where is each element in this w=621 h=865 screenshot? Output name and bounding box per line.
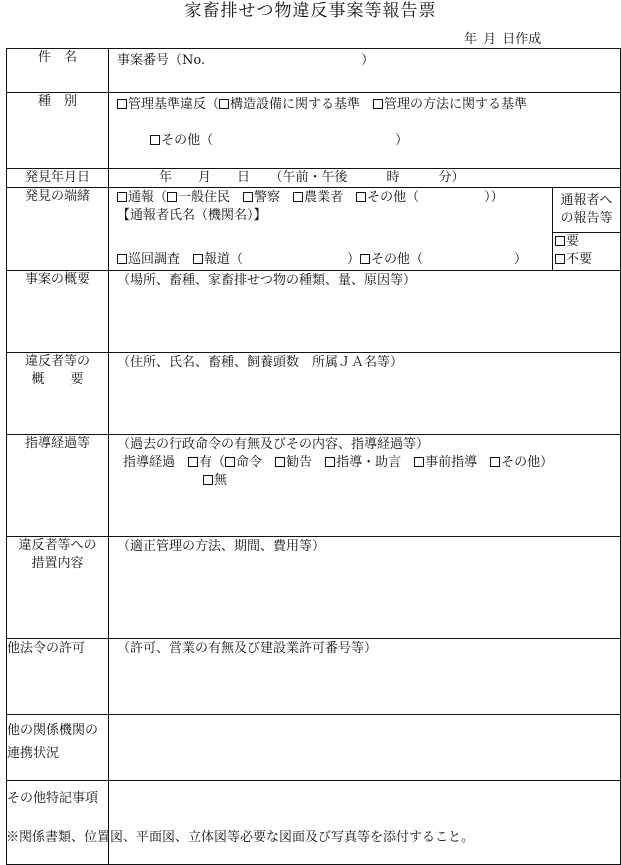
found-date-field[interactable] [109, 169, 621, 188]
checkbox-notify-not-required[interactable] [555, 254, 565, 264]
checkbox-press[interactable] [193, 254, 203, 264]
checkbox-guidance-other[interactable] [490, 457, 500, 467]
report-form-table [6, 48, 621, 865]
checkbox-patrol[interactable] [117, 254, 127, 264]
measures-field[interactable] [109, 537, 621, 639]
checkbox-management-standard[interactable] [117, 99, 127, 109]
measures-hint: （適正管理の方法、期間、費用等） [117, 539, 326, 554]
permits-hint: （許可、営業の有無及び建設業許可番号等） [117, 641, 378, 656]
violator-field[interactable] [109, 353, 621, 435]
row-measures [7, 537, 621, 639]
label-case: 件 名 [7, 49, 109, 93]
label-summary: 事案の概要 [7, 271, 109, 353]
row-found-date [7, 169, 621, 188]
form-title: 家畜排せつ物違反事案等報告票 [184, 1, 437, 21]
permits-field[interactable] [109, 639, 621, 715]
checkbox-guidance[interactable] [325, 457, 335, 467]
coordination-field[interactable] [109, 715, 621, 781]
found-date-value: 年 月 日 （午前・午後 時 分） [159, 170, 465, 185]
checkbox-police[interactable] [243, 192, 253, 202]
guidance-field: （過去の行政命令の有無及びその内容、指導経過等） 指導経過 有（ 命令 勧告 指導・助言 事前指導 その他） 無 [109, 435, 621, 537]
reporter-name: 【通報者氏名（機関名）】 [117, 208, 267, 223]
checkbox-prior-guidance[interactable] [414, 457, 424, 467]
summary-field[interactable] [109, 271, 621, 353]
checkbox-report[interactable] [117, 192, 127, 202]
case-number: 事案番号（No. ） [117, 53, 375, 68]
checkbox-farmer[interactable] [293, 192, 303, 202]
label-guidance: 指導経過等 [7, 435, 109, 537]
label-permits: 他法令の許可 [7, 639, 109, 715]
notify-subtable: 通報者への報告等 要 不要 [553, 188, 620, 270]
label-other-notes: その他特記事項 [7, 781, 109, 865]
row-case [7, 49, 621, 93]
label-measures: 違反者等への 措置内容 [7, 537, 109, 639]
notify-cell [553, 188, 621, 271]
label-found-date: 発見年月日 [7, 169, 109, 188]
summary-hint: （場所、畜種、家畜排せつ物の種類、量、原因等） [117, 273, 417, 288]
checkbox-order[interactable] [225, 457, 235, 467]
notify-label: 通報者への報告等 [553, 188, 620, 232]
guidance-hint: （過去の行政命令の有無及びその内容、指導経過等） [117, 437, 430, 452]
checkbox-resident[interactable] [167, 192, 177, 202]
label-type: 種 別 [7, 93, 109, 169]
row-type [7, 93, 621, 169]
checkbox-origin-other[interactable] [360, 254, 370, 264]
label-origin: 発見の端緒 [7, 188, 109, 271]
row-other-notes [7, 781, 621, 865]
label-violator: 違反者等の 概 要 [7, 353, 109, 435]
checkbox-guidance-yes[interactable] [188, 457, 198, 467]
row-guidance [7, 435, 621, 537]
checkbox-advice[interactable] [275, 457, 285, 467]
violator-hint: （住所、氏名、畜種、飼養頭数 所属ＪＡ名等） [117, 355, 404, 370]
label-coordination: 他の関係機関の連携状況 [7, 715, 109, 781]
case-number-field[interactable] [109, 49, 621, 93]
row-summary [7, 271, 621, 353]
checkbox-method-standard[interactable] [373, 99, 383, 109]
footnote: ※関係書類、位置図、平面図、立体図等必要な図面及び写真等を添付すること。 [6, 830, 475, 845]
checkbox-notify-required[interactable] [555, 236, 565, 246]
checkbox-structure-standard[interactable] [219, 99, 229, 109]
origin-field: 通報（ 一般住民 警察 農業者 その他（ ）） 【通報者氏名（機関名）】 巡回調査 報道（ ） その他（ ） [109, 188, 553, 271]
row-origin [7, 188, 621, 271]
checkbox-report-other[interactable] [356, 192, 366, 202]
checkbox-guidance-no[interactable] [203, 475, 213, 485]
row-permits [7, 639, 621, 715]
type-field: 管理基準違反（ 構造設備に関する基準 管理の方法に関する基準 その他（ ） [109, 93, 621, 169]
row-coordination [7, 715, 621, 781]
row-violator [7, 353, 621, 435]
other-notes-field[interactable] [109, 781, 621, 865]
checkbox-type-other[interactable] [150, 135, 160, 145]
created-date-line[interactable]: 年 月 日作成 [464, 32, 542, 47]
